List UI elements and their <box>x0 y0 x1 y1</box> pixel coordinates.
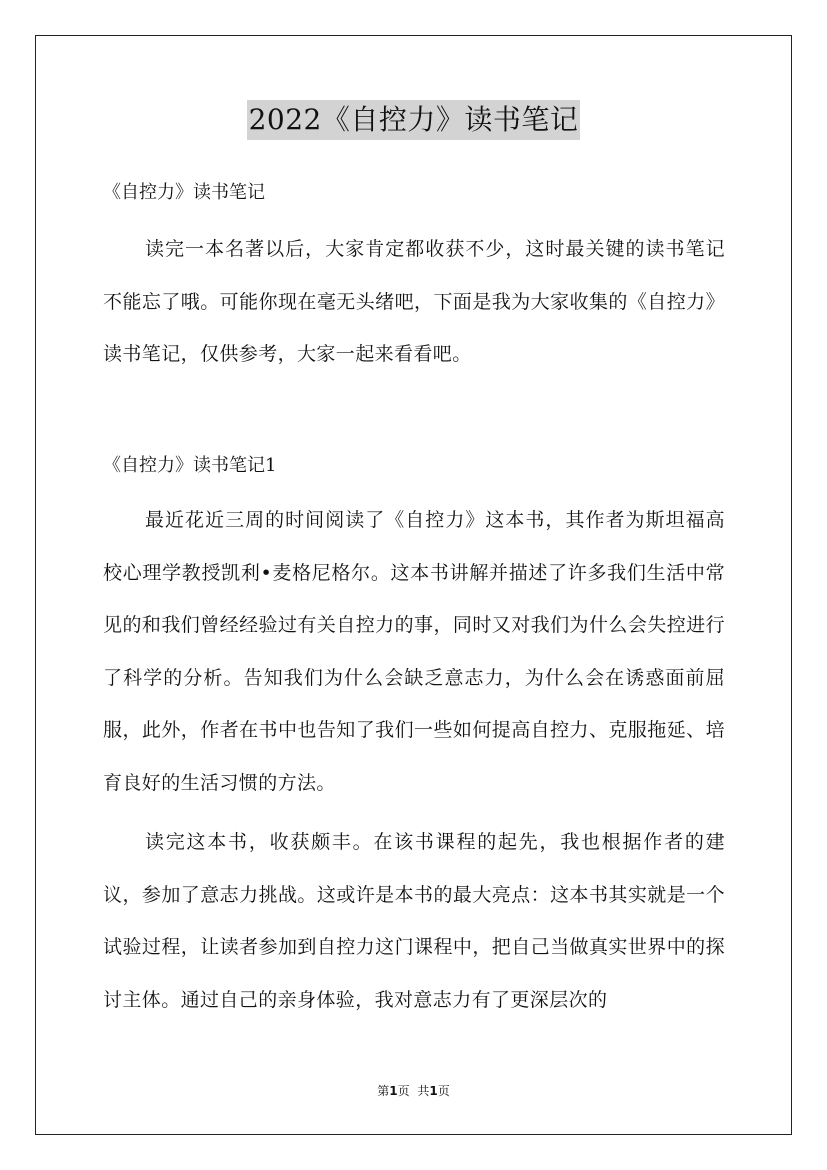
title-container <box>0 100 827 140</box>
footer-total-unit: 页 <box>437 1084 450 1098</box>
footer-page-unit: 页 <box>397 1084 410 1098</box>
footer-page-number: 1 <box>389 1084 398 1098</box>
page-footer <box>0 1083 827 1099</box>
body-paragraph-2: 读完这本书，收获颇丰。在该书课程的起先，我也根据作者的建议，参加了意志力挑战。这或许是本书的最大亮点：这本书其实就是一个试验过程，让读者参加到自控力这门课程中，把自己当做真实世界中的探讨主体。通过自己的亲身体验，我对意志力有了更深层次的 <box>103 831 725 1011</box>
body-paragraph-1: 最近花近三周的时间阅读了《自控力》这本书，其作者为斯坦福高校心理学教授凯利•麦格尼格尔。这本书讲解并描述了许多我们生活中常见的和我们曾经经验过有关自控力的事，同时又对我们为什么会失控进行了科学的分析。告知我们为什么会缺乏意志力，为什么会在诱惑面前屈服，此外，作者在书中也告知了我们一些如何提高自控力、克服拖延、培育良好的生活习惯的方法。 <box>103 509 725 794</box>
section-heading: 《自控力》读书笔记1 <box>103 455 277 476</box>
document-subtitle: 《自控力》读书笔记 <box>103 182 265 203</box>
footer-page-prefix: 第 <box>377 1084 390 1098</box>
footer-total-number: 1 <box>429 1084 438 1098</box>
intro-paragraph: 读完一本名著以后，大家肯定都收获不少，这时最关键的读书笔记不能忘了哦。可能你现在毫无头绪吧，下面是我为大家收集的《自控力》读书笔记，仅供参考，大家一起来看看吧。 <box>103 238 725 365</box>
footer-total-prefix: 共 <box>417 1084 430 1098</box>
document-title: 2022《自控力》读书笔记 <box>247 100 581 140</box>
